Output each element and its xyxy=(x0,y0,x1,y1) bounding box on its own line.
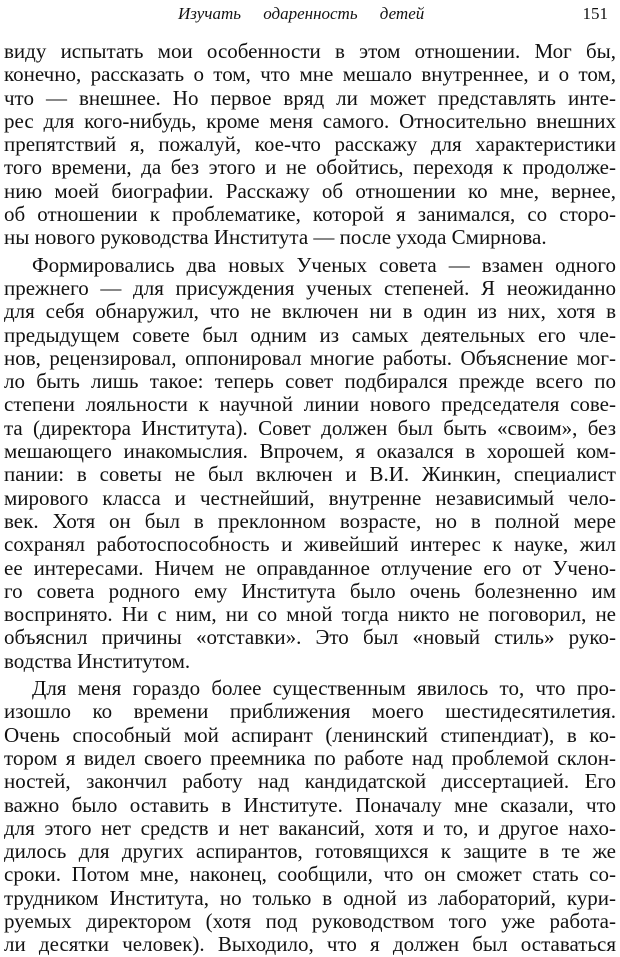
text-line: степени лояльности к научной линии нового председателя сове- xyxy=(4,393,616,417)
text-line: руемых директором (хотя под руководством того уже работа- xyxy=(4,909,616,933)
text-line: предыдущем совете был одним из самых деятельных его чле- xyxy=(4,323,616,347)
text-line: препятствий я, пожалуй, кое-что расскажу для характеристики xyxy=(4,133,616,157)
text-line: тором я видел своего преемника по работе над проблемой склон- xyxy=(4,746,616,770)
text-line: рес для кого-нибудь, кроме меня самого. Относительно внешних xyxy=(4,109,616,133)
text-line: что — внешнее. Но первое вряд ли может представлять инте- xyxy=(4,86,616,110)
text-line: сроки. Потом мне, наконец, сообщили, что он сможет стать со- xyxy=(4,863,616,887)
text-line: нов, рецензировал, оппонировал многие работы. Объяснение мог- xyxy=(4,346,616,370)
text-line: изошло ко времени приближения моего шестидесятилетия. xyxy=(4,700,616,724)
running-title: Изучать одаренность детей xyxy=(178,4,425,23)
text-line: сохранял работоспособность и живейший интерес к науке, жил xyxy=(4,533,616,557)
text-line: ло быть лишь такое: теперь совет подбирался прежде всего по xyxy=(4,370,616,394)
text-line: конечно, рассказать о том, что мне мешало внутреннее, и о том, xyxy=(4,63,616,87)
text-line: Для меня гораздо более существенным явилось то, что про- xyxy=(32,677,616,701)
paragraph-3 xyxy=(4,677,616,957)
text-line: Очень способный мой аспирант (ленинский стипендиат), в ко- xyxy=(4,723,616,747)
text-line: трудником Института, но только в одной из лабораторий, кури- xyxy=(4,886,616,910)
paragraph-2 xyxy=(4,254,616,673)
text-line: век. Хотя он был в преклонном возрасте, но в полной мере xyxy=(4,509,616,533)
text-line: виду испытать мои особенности в этом отношении. Мог бы, xyxy=(4,40,616,63)
text-line: ли десятки человек). Выходило, что я должен был оставаться xyxy=(4,933,616,957)
page-number: 151 xyxy=(582,4,608,23)
text-line: для себя обнаружил, что не включен ни в один из них, хотя в xyxy=(4,300,616,324)
body-text xyxy=(4,40,616,957)
text-line: го совета родного ему Института было очень болезненно им xyxy=(4,579,616,603)
text-line: нию моей биографии. Расскажу об отношении ко мне, вернее, xyxy=(4,179,616,203)
running-header xyxy=(0,4,620,28)
text-line: водства Институтом. xyxy=(4,649,191,673)
text-line: важно было оставить в Институте. Поначалу мне сказали, что xyxy=(4,793,616,817)
text-line: дилось для других аспирантов, готовящихся к защите в те же xyxy=(4,840,616,864)
text-line: мирового класса и честнейший, внутренне независимый чело- xyxy=(4,486,616,510)
text-line: ностей, закончил работу над кандидатской диссертацией. Его xyxy=(4,770,616,794)
text-line: прежнего — для присуждения ученых степеней. Я неожиданно xyxy=(4,276,616,300)
text-line: Формировались два новых Ученых совета — взамен одного xyxy=(32,253,616,277)
text-line: мешающего инакомыслия. Впрочем, я оказался в хорошей ком- xyxy=(4,440,616,464)
paragraph-1 xyxy=(4,40,616,250)
text-line: ее интересами. Ничем не оправданное отлучение его от Учено- xyxy=(4,556,616,580)
text-line: воспринято. Ни с ним, ни со мной тогда никто не поговорил, не xyxy=(4,603,616,627)
text-line: пании: в советы не был включен и В.И. Жинкин, специалист xyxy=(4,463,616,487)
text-line: та (директора Института). Совет должен был быть «своим», без xyxy=(4,416,616,440)
text-line: для этого нет средств и нет вакансий, хотя и то, и другое нахо- xyxy=(4,816,616,840)
text-line: ны нового руководства Института — после ухода Смирнова. xyxy=(4,226,547,250)
text-line: того времени, да без этого и не обойтись, переходя к продолже- xyxy=(4,156,616,180)
text-line: об отношении к проблематике, которой я занимался, со сторо- xyxy=(4,203,616,227)
text-line: объяснил причины «отставки». Это был «новый стиль» руко- xyxy=(4,626,616,650)
